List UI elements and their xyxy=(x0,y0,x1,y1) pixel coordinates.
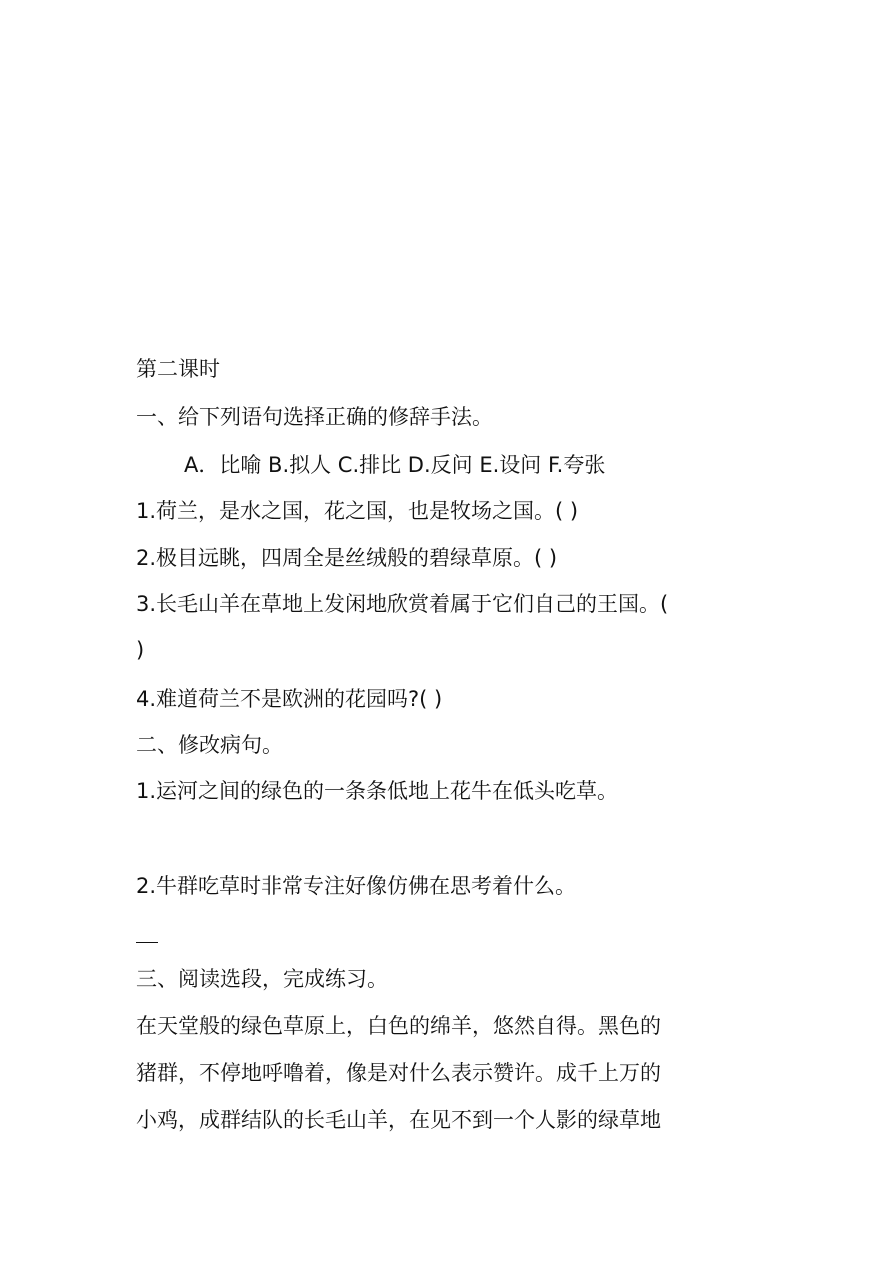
question-1: 1.荷兰，是水之国，花之国，也是牧场之国。( ) xyxy=(136,499,579,523)
passage-line-2: 猪群，不停地呼噜着，像是对什么表示赞许。成千上万的 xyxy=(136,1061,661,1085)
question-4: 4.难道荷兰不是欧洲的花园吗?( ) xyxy=(136,687,443,711)
answer-line xyxy=(136,942,158,943)
passage-line-1: 在天堂般的绿色草原上，白色的绵羊，悠然自得。黑色的 xyxy=(136,1014,661,1038)
question-2: 2.极目远眺，四周全是丝绒般的碧绿草原。( ) xyxy=(136,546,558,570)
question-3-line-1: 3.长毛山羊在草地上发闲地欣赏着属于它们自己的王国。( xyxy=(136,592,669,616)
section-1-heading: 一、给下列语句选择正确的修辞手法。 xyxy=(136,405,493,429)
question-3-line-2: ) xyxy=(136,638,145,662)
sentence-2: 2.牛群吃草时非常专注好像仿佛在思考着什么。 xyxy=(136,874,577,898)
lesson-title: 第二课时 xyxy=(136,357,220,381)
rhetoric-options: A．比喻 B.拟人 C.排比 D.反问 E.设问 F.夸张 xyxy=(184,453,606,477)
passage-line-3: 小鸡，成群结队的长毛山羊，在见不到一个人影的绿草地 xyxy=(136,1108,661,1132)
section-2-heading: 二、修改病句。 xyxy=(136,733,283,757)
sentence-1: 1.运河之间的绿色的一条条低地上花牛在低头吃草。 xyxy=(136,779,619,803)
section-3-heading: 三、阅读选段，完成练习。 xyxy=(136,967,388,991)
